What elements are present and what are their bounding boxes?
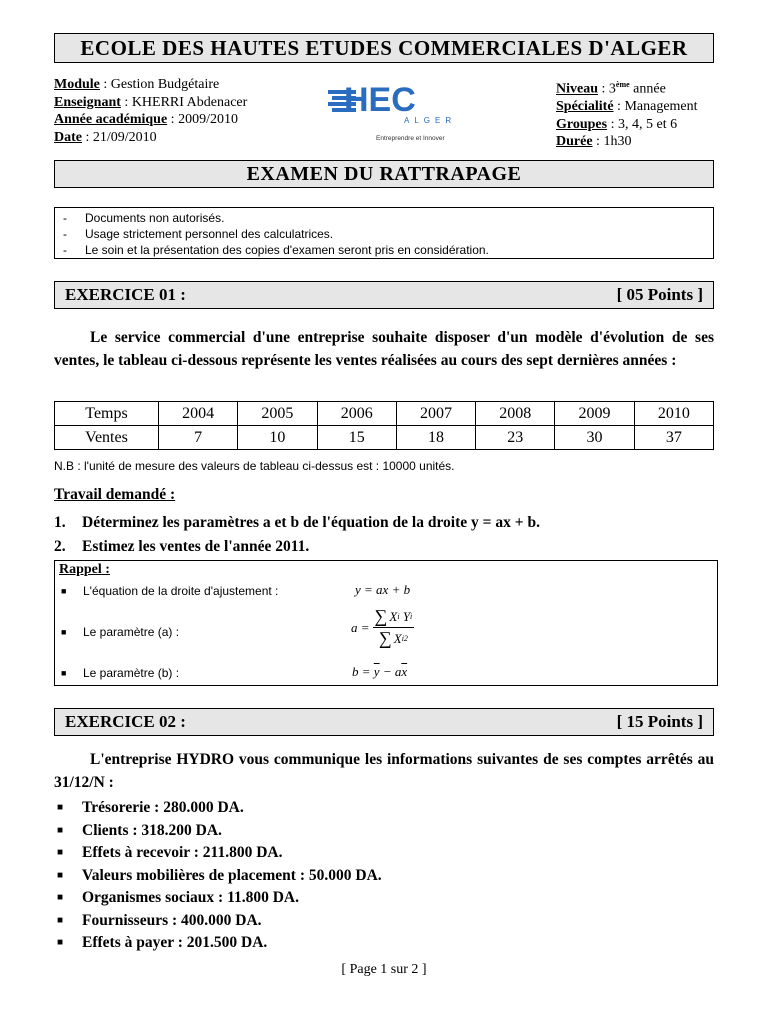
school-name: ECOLE DES HAUTES ETUDES COMMERCIALES D'ALGER — [80, 35, 688, 60]
param-b-formula — [352, 664, 407, 680]
reminder-item — [61, 584, 278, 598]
rule-text: Usage strictement personnel des calculatrices. — [85, 227, 334, 241]
list-item — [54, 820, 382, 843]
groups-value: 3, 4, 5 et 6 — [617, 116, 678, 132]
exercise-1-title: EXERCICE 01 : — [65, 285, 186, 304]
intro-text: L'entreprise — [90, 751, 177, 768]
question-2 — [54, 538, 309, 556]
teacher-value: KHERRI Abdenacer — [131, 94, 248, 110]
account-label: Trésorerie : — [82, 799, 160, 816]
account-value: 400.000 DA. — [181, 911, 262, 929]
sales-cell: 30 — [555, 426, 634, 450]
reminder-label: L'équation de la droite d'ajustement : — [83, 584, 279, 598]
fraction-numerator — [373, 606, 415, 628]
superscript: 2 — [403, 634, 408, 643]
account-value: 318.200 DA. — [141, 821, 222, 839]
account-label: Valeurs mobilières de placement : — [82, 866, 306, 884]
account-label: Organismes sociaux : — [82, 889, 224, 906]
logo-tagline: Entreprendre et Innover — [376, 135, 445, 142]
reminder-title-colon: : — [101, 562, 110, 577]
subscript: i — [401, 634, 404, 643]
duration-row: Durée : 1h30 — [556, 134, 632, 150]
list-item — [54, 910, 382, 933]
bullet-square-icon: ■ — [61, 627, 67, 637]
year-cell: 2008 — [476, 402, 555, 426]
page-number: [ Page 1 sur 2 ] — [341, 962, 427, 977]
exam-title-banner — [54, 160, 714, 188]
exercise-2-intro — [54, 748, 714, 794]
table-row — [55, 426, 714, 450]
reminder-item — [61, 666, 179, 680]
class-info — [556, 76, 698, 151]
logo-wordmark: HEC — [344, 81, 416, 119]
sales-cell: 7 — [159, 426, 238, 450]
level-key: Niveau — [556, 81, 598, 97]
bullet-square-icon: ■ — [57, 892, 64, 903]
teacher-key: Enseignant — [54, 94, 121, 110]
sigma-symbol: ∑ — [374, 606, 388, 626]
param-a: a — [262, 514, 271, 531]
reminder-title — [59, 562, 110, 578]
bullet-square-icon: ■ — [57, 802, 64, 813]
exercise-2-title: EXERCICE 02 : — [65, 712, 186, 731]
bullet-square-icon: ■ — [57, 824, 64, 836]
work-title — [54, 486, 175, 504]
exercise-1-banner — [54, 281, 714, 309]
exercise-1-intro: Le service commercial d'une entreprise souhaite disposer d'un modèle d'évolution de ses ventes, le tableau ci-dessous représente les ventes réalisées au cours des sept dernières années : — [54, 329, 714, 369]
sales-cell: 37 — [634, 426, 713, 450]
exam-rules — [54, 207, 714, 259]
row-header: Temps — [55, 402, 159, 426]
exercise-1-points: [ 05 Points ] — [616, 285, 703, 304]
year-cell: 2004 — [159, 402, 238, 426]
question-number: 2. — [54, 538, 66, 555]
exercise-2-banner — [54, 708, 714, 736]
specialty-row: Spécialité : Management — [556, 99, 698, 115]
bullet-square-icon: ■ — [57, 869, 64, 881]
year-row: Année académique : 2009/2010 — [54, 112, 238, 127]
bullet-square-icon: ■ — [57, 914, 64, 926]
param-b: b — [290, 514, 300, 531]
fraction-denominator — [377, 628, 410, 649]
reminder-box — [54, 560, 718, 686]
mean-x: $\overline{x}$ — [401, 664, 408, 679]
work-title-text: Travail demandé — [54, 486, 167, 503]
school-banner — [54, 33, 714, 63]
reminder-item — [61, 625, 179, 639]
intro-text: vous communique les informations suivantes de ses comptes arrêtés au 31/12/N : — [54, 751, 714, 791]
line-equation: y = ax + b — [471, 514, 537, 531]
level-suffix: ème — [615, 80, 630, 89]
level-row: Niveau : 3ème année — [556, 80, 666, 97]
course-info — [54, 76, 247, 146]
fraction — [373, 606, 415, 649]
level-text: année — [629, 81, 666, 97]
accounts-list — [54, 797, 382, 955]
list-item — [54, 797, 382, 820]
account-value: 50.000 DA. — [308, 866, 382, 884]
bullet-square-icon: ■ — [57, 937, 64, 948]
question-text: de l'équation de la droite — [299, 514, 472, 531]
year-cell: 2006 — [317, 402, 396, 426]
question-text: . — [536, 514, 540, 531]
question-text: Déterminez les paramètres — [82, 514, 263, 531]
account-value: 11.800 DA. — [227, 889, 300, 906]
mean-y: $\overline{y}$ — [373, 664, 380, 679]
year-cell: 2010 — [634, 402, 713, 426]
year-cell: 2007 — [396, 402, 475, 426]
module-key: Module — [54, 77, 100, 92]
reminder-label: Le paramètre (a) : — [83, 625, 180, 639]
account-label: Effets à recevoir : — [82, 844, 199, 861]
var-y: Y — [402, 608, 411, 624]
sales-table — [54, 401, 714, 450]
company-name: HYDRO — [176, 751, 235, 768]
var-x: X — [389, 608, 398, 624]
date-key: Date — [54, 129, 82, 145]
level-number: 3 — [608, 81, 616, 97]
line-equation-formula: y = ax + b — [355, 582, 411, 597]
question-1 — [54, 514, 540, 532]
table-row — [55, 402, 714, 426]
sigma-symbol: ∑ — [378, 628, 392, 648]
sales-cell: 18 — [396, 426, 475, 450]
exam-title: EXAMEN DU RATTRAPAGE — [246, 162, 522, 185]
duration-key: Durée — [556, 134, 593, 150]
groups-key: Groupes — [556, 116, 608, 132]
account-label: Fournisseurs : — [82, 911, 178, 929]
groups-row: Groupes : 3, 4, 5 et 6 — [556, 116, 678, 132]
logo-subtitle: ALGER — [404, 116, 457, 125]
reminder-label: Le paramètre (b) : — [83, 666, 180, 680]
rule-item: - Le soin et la présentation des copies d'examen seront pris en considération. — [63, 243, 489, 257]
reminder-title-text: Rappel — [59, 562, 102, 577]
sales-cell: 10 — [238, 426, 317, 450]
formula-lhs: a = — [351, 619, 370, 635]
subscript: i — [397, 612, 400, 621]
date-row: Date : 21/09/2010 — [54, 129, 157, 145]
list-item — [54, 865, 382, 888]
param-a-formula — [351, 606, 414, 649]
account-label: Clients : — [82, 821, 138, 839]
rule-text: Documents non autorisés. — [85, 211, 225, 225]
year-value: 2009/2010 — [178, 112, 238, 127]
question-text: Estimez les ventes de l'année 2011. — [82, 538, 310, 555]
question-text: et — [270, 514, 291, 531]
specialty-key: Spécialité — [556, 99, 614, 115]
subscript: i — [410, 612, 413, 621]
row-header: Ventes — [55, 426, 159, 450]
year-cell: 2009 — [555, 402, 634, 426]
specialty-value: Management — [624, 99, 698, 115]
account-value: 211.800 DA. — [202, 844, 283, 861]
bullet-square-icon: ■ — [61, 586, 67, 596]
list-item — [54, 887, 382, 910]
rule-item: - Documents non autorisés. — [63, 211, 225, 225]
account-value: 280.000 DA. — [163, 799, 244, 816]
year-key: Année académique — [54, 112, 168, 127]
bullet-square-icon: ■ — [57, 847, 64, 858]
account-value: 201.500 DA. — [186, 934, 268, 951]
module-value: Gestion Budgétaire — [110, 77, 220, 92]
work-title-colon: : — [166, 486, 176, 503]
date-value: 21/09/2010 — [92, 129, 157, 145]
sales-cell: 23 — [476, 426, 555, 450]
rule-text: Le soin et la présentation des copies d'examen seront pris en considération. — [85, 243, 489, 257]
formula-lhs: b = — [352, 664, 374, 679]
formula-text: − a — [379, 664, 402, 679]
sales-cell: 15 — [317, 426, 396, 450]
list-item — [54, 842, 382, 865]
var-x: X — [393, 630, 402, 646]
unit-note: N.B : l'unité de mesure des valeurs de tableau ci-dessus est : 10000 unités. — [54, 459, 455, 473]
account-label: Effets à payer : — [82, 934, 183, 951]
teacher-row: Enseignant : KHERRI Abdenacer — [54, 94, 248, 110]
module-row: Module : Gestion Budgétaire — [54, 77, 220, 92]
year-cell: 2005 — [238, 402, 317, 426]
bullet-square-icon: ■ — [61, 668, 67, 678]
duration-value: 1h30 — [603, 134, 632, 150]
hec-logo — [328, 74, 460, 144]
exercise-2-points: [ 15 Points ] — [616, 712, 703, 731]
question-number: 1. — [54, 514, 66, 531]
rule-item: - Usage strictement personnel des calculatrices. — [63, 227, 334, 241]
list-item — [54, 932, 382, 955]
